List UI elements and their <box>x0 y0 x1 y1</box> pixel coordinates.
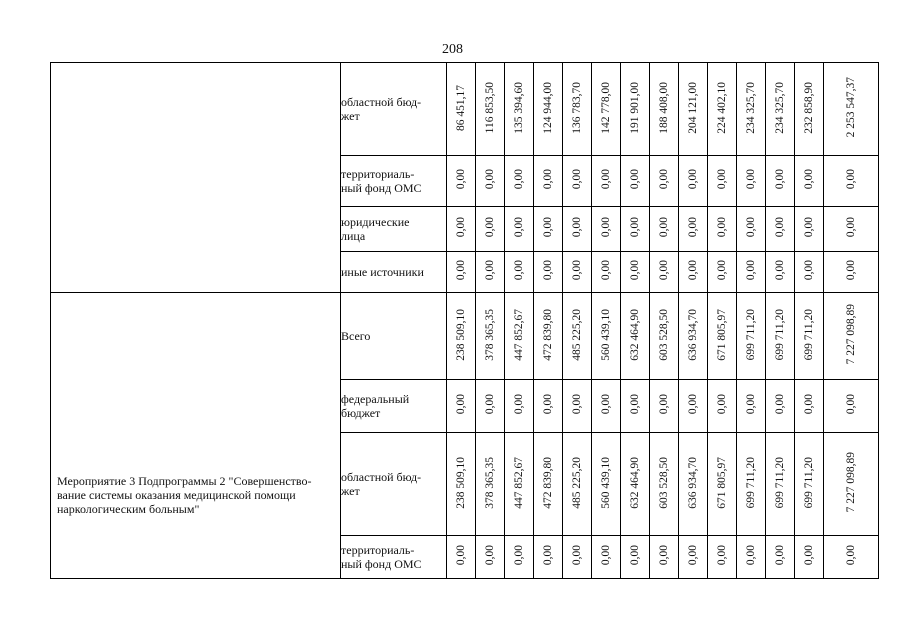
value-text: 0,00 <box>686 545 699 566</box>
year-value-cell <box>592 207 621 252</box>
value-text: 0,00 <box>483 545 496 566</box>
year-value-cell <box>795 252 824 293</box>
year-value-cell <box>795 380 824 433</box>
year-value-cell <box>708 433 737 536</box>
value-text: 0,00 <box>541 169 554 190</box>
year-value-cell <box>621 207 650 252</box>
value-text: 0,00 <box>541 260 554 281</box>
value-text: 124 944,00 <box>541 81 554 134</box>
year-value-cell <box>621 63 650 156</box>
year-value-cell <box>679 536 708 579</box>
value-text: 0,00 <box>744 169 757 190</box>
value-text: 0,00 <box>512 217 525 238</box>
value-text: 0,00 <box>773 394 786 415</box>
year-value-cell <box>650 536 679 579</box>
year-value-cell <box>621 252 650 293</box>
year-value-cell <box>592 252 621 293</box>
value-text: 447 852,67 <box>512 456 525 509</box>
value-text: 447 852,67 <box>512 308 525 361</box>
value-text: 699 711,20 <box>773 308 786 361</box>
year-value-cell <box>795 536 824 579</box>
value-text: 0,00 <box>686 217 699 238</box>
value-text: 86 451,17 <box>454 84 467 131</box>
year-value-cell <box>708 252 737 293</box>
year-value-cell <box>447 207 476 252</box>
year-value-cell <box>766 156 795 207</box>
value-text: 0,00 <box>512 394 525 415</box>
value-text: 0,00 <box>802 545 815 566</box>
year-value-cell <box>766 63 795 156</box>
value-text: 0,00 <box>844 260 857 281</box>
year-value-cell <box>476 433 505 536</box>
year-value-cell <box>505 252 534 293</box>
year-value-cell <box>447 252 476 293</box>
value-text: 0,00 <box>628 260 641 281</box>
value-text: 224 402,10 <box>715 81 728 134</box>
budget-table <box>50 62 879 579</box>
year-value-cell <box>621 380 650 433</box>
year-value-cell <box>534 433 563 536</box>
value-text: 0,00 <box>715 545 728 566</box>
value-text: 0,00 <box>657 169 670 190</box>
value-text: 0,00 <box>744 260 757 281</box>
funding-source-label: юридические лица <box>341 215 410 243</box>
year-value-cell <box>766 536 795 579</box>
value-text: 0,00 <box>599 217 612 238</box>
value-text: 699 711,20 <box>802 308 815 361</box>
year-value-cell <box>650 156 679 207</box>
funding-source-cell <box>341 156 447 207</box>
value-text: 485 225,20 <box>570 456 583 509</box>
year-value-cell <box>650 207 679 252</box>
value-text: 0,00 <box>570 217 583 238</box>
value-text: 0,00 <box>454 217 467 238</box>
value-text: 699 711,20 <box>802 456 815 509</box>
total-value-cell <box>824 380 879 433</box>
total-value-cell <box>824 207 879 252</box>
value-text: 0,00 <box>686 260 699 281</box>
value-text: 0,00 <box>483 217 496 238</box>
year-value-cell <box>650 380 679 433</box>
year-value-cell <box>563 252 592 293</box>
year-value-cell <box>766 293 795 380</box>
year-value-cell <box>447 433 476 536</box>
year-value-cell <box>737 536 766 579</box>
year-value-cell <box>795 63 824 156</box>
year-value-cell <box>708 63 737 156</box>
year-value-cell <box>534 156 563 207</box>
value-text: 7 227 098,89 <box>844 452 857 513</box>
value-text: 0,00 <box>628 394 641 415</box>
value-text: 0,00 <box>802 394 815 415</box>
value-text: 485 225,20 <box>570 308 583 361</box>
funding-source-cell <box>341 207 447 252</box>
value-text: 188 408,00 <box>657 81 670 134</box>
value-text: 0,00 <box>744 217 757 238</box>
value-text: 0,00 <box>715 394 728 415</box>
year-value-cell <box>592 293 621 380</box>
year-value-cell <box>592 156 621 207</box>
table-body <box>51 63 879 579</box>
funding-source-label: территориаль- ный фонд ОМС <box>341 543 422 571</box>
value-text: 0,00 <box>454 260 467 281</box>
year-value-cell <box>708 207 737 252</box>
year-value-cell <box>505 380 534 433</box>
table-row <box>51 63 879 156</box>
year-value-cell <box>621 536 650 579</box>
value-text: 603 528,50 <box>657 308 670 361</box>
year-value-cell <box>650 252 679 293</box>
year-value-cell <box>621 156 650 207</box>
year-value-cell <box>563 380 592 433</box>
value-text: 0,00 <box>512 169 525 190</box>
year-value-cell <box>708 293 737 380</box>
year-value-cell <box>476 63 505 156</box>
year-value-cell <box>447 293 476 380</box>
value-text: 191 901,00 <box>628 81 641 134</box>
value-text: 0,00 <box>844 169 857 190</box>
total-value-cell <box>824 536 879 579</box>
value-text: 0,00 <box>844 217 857 238</box>
year-value-cell <box>563 207 592 252</box>
value-text: 0,00 <box>844 394 857 415</box>
year-value-cell <box>766 380 795 433</box>
value-text: 116 853,50 <box>483 81 496 134</box>
value-text: 135 394,60 <box>512 81 525 134</box>
total-value-cell <box>824 433 879 536</box>
year-value-cell <box>563 293 592 380</box>
year-value-cell <box>505 293 534 380</box>
year-value-cell <box>737 433 766 536</box>
value-text: 636 934,70 <box>686 308 699 361</box>
funding-source-label: территориаль- ный фонд ОМС <box>341 167 422 195</box>
year-value-cell <box>621 433 650 536</box>
value-text: 0,00 <box>512 260 525 281</box>
value-text: 234 325,70 <box>744 81 757 134</box>
value-text: 2 253 547,37 <box>844 77 857 138</box>
year-value-cell <box>766 207 795 252</box>
funding-source-label: Всего <box>341 329 371 343</box>
year-value-cell <box>505 207 534 252</box>
value-text: 0,00 <box>570 260 583 281</box>
value-text: 0,00 <box>657 260 670 281</box>
year-value-cell <box>679 252 708 293</box>
value-text: 0,00 <box>657 394 670 415</box>
value-text: 238 509,10 <box>454 308 467 361</box>
value-text: 0,00 <box>773 169 786 190</box>
value-text: 0,00 <box>802 217 815 238</box>
funding-source-cell <box>341 380 447 433</box>
value-text: 0,00 <box>454 169 467 190</box>
value-text: 0,00 <box>599 260 612 281</box>
year-value-cell <box>592 63 621 156</box>
year-value-cell <box>679 207 708 252</box>
funding-source-label: иные источники <box>341 265 424 279</box>
event-cell <box>51 293 341 579</box>
year-value-cell <box>505 156 534 207</box>
value-text: 0,00 <box>483 169 496 190</box>
value-text: 0,00 <box>570 169 583 190</box>
year-value-cell <box>476 293 505 380</box>
value-text: 0,00 <box>744 545 757 566</box>
value-text: 0,00 <box>773 545 786 566</box>
value-text: 0,00 <box>483 260 496 281</box>
value-text: 632 464,90 <box>628 456 641 509</box>
total-value-cell <box>824 63 879 156</box>
year-value-cell <box>795 207 824 252</box>
value-text: 0,00 <box>773 217 786 238</box>
value-text: 0,00 <box>628 217 641 238</box>
year-value-cell <box>737 156 766 207</box>
value-text: 671 805,97 <box>715 456 728 509</box>
value-text: 0,00 <box>541 217 554 238</box>
year-value-cell <box>621 293 650 380</box>
year-value-cell <box>534 252 563 293</box>
year-value-cell <box>447 63 476 156</box>
value-text: 238 509,10 <box>454 456 467 509</box>
value-text: 699 711,20 <box>744 456 757 509</box>
year-value-cell <box>476 380 505 433</box>
year-value-cell <box>708 156 737 207</box>
value-text: 232 858,90 <box>802 81 815 134</box>
year-value-cell <box>766 252 795 293</box>
table-row <box>51 293 879 380</box>
year-value-cell <box>505 433 534 536</box>
year-value-cell <box>534 536 563 579</box>
year-value-cell <box>505 63 534 156</box>
value-text: 0,00 <box>657 217 670 238</box>
value-text: 636 934,70 <box>686 456 699 509</box>
year-value-cell <box>447 380 476 433</box>
value-text: 0,00 <box>802 169 815 190</box>
value-text: 0,00 <box>628 169 641 190</box>
funding-source-label: областной бюд- жет <box>341 95 422 123</box>
year-value-cell <box>679 380 708 433</box>
year-value-cell <box>563 63 592 156</box>
year-value-cell <box>447 156 476 207</box>
value-text: 0,00 <box>686 169 699 190</box>
year-value-cell <box>476 536 505 579</box>
value-text: 0,00 <box>744 394 757 415</box>
year-value-cell <box>679 293 708 380</box>
value-text: 0,00 <box>512 545 525 566</box>
year-value-cell <box>476 156 505 207</box>
year-value-cell <box>650 433 679 536</box>
year-value-cell <box>534 207 563 252</box>
value-text: 234 325,70 <box>773 81 786 134</box>
funding-source-cell <box>341 63 447 156</box>
total-value-cell <box>824 156 879 207</box>
event-title: Мероприятие 3 Подпрограммы 2 "Совершенство- вание системы оказания медицинской помощи наркологическим больным" <box>57 473 312 516</box>
year-value-cell <box>534 380 563 433</box>
year-value-cell <box>737 380 766 433</box>
value-text: 560 439,10 <box>599 456 612 509</box>
value-text: 7 227 098,89 <box>844 304 857 365</box>
value-text: 0,00 <box>802 260 815 281</box>
year-value-cell <box>679 63 708 156</box>
value-text: 0,00 <box>570 545 583 566</box>
year-value-cell <box>766 433 795 536</box>
year-value-cell <box>476 252 505 293</box>
year-value-cell <box>708 380 737 433</box>
value-text: 0,00 <box>599 545 612 566</box>
year-value-cell <box>737 63 766 156</box>
value-text: 142 778,00 <box>599 81 612 134</box>
value-text: 0,00 <box>657 545 670 566</box>
value-text: 0,00 <box>773 260 786 281</box>
year-value-cell <box>592 536 621 579</box>
year-value-cell <box>679 433 708 536</box>
value-text: 0,00 <box>599 169 612 190</box>
value-text: 560 439,10 <box>599 308 612 361</box>
page-number: 208 <box>442 42 463 57</box>
value-text: 0,00 <box>483 394 496 415</box>
year-value-cell <box>505 536 534 579</box>
year-value-cell <box>708 536 737 579</box>
year-value-cell <box>534 63 563 156</box>
year-value-cell <box>563 433 592 536</box>
funding-source-label: областной бюд- жет <box>341 470 422 498</box>
funding-source-cell <box>341 433 447 536</box>
year-value-cell <box>737 207 766 252</box>
value-text: 699 711,20 <box>773 456 786 509</box>
value-text: 671 805,97 <box>715 308 728 361</box>
funding-source-cell <box>341 536 447 579</box>
value-text: 0,00 <box>541 545 554 566</box>
year-value-cell <box>476 207 505 252</box>
value-text: 472 839,80 <box>541 308 554 361</box>
value-text: 0,00 <box>715 169 728 190</box>
value-text: 136 783,70 <box>570 81 583 134</box>
year-value-cell <box>534 293 563 380</box>
value-text: 603 528,50 <box>657 456 670 509</box>
year-value-cell <box>563 156 592 207</box>
year-value-cell <box>737 293 766 380</box>
year-value-cell <box>737 252 766 293</box>
year-value-cell <box>447 536 476 579</box>
year-value-cell <box>650 293 679 380</box>
year-value-cell <box>592 380 621 433</box>
value-text: 0,00 <box>454 545 467 566</box>
funding-source-cell <box>341 252 447 293</box>
value-text: 0,00 <box>715 217 728 238</box>
value-text: 699 711,20 <box>744 308 757 361</box>
value-text: 204 121,00 <box>686 81 699 134</box>
value-text: 632 464,90 <box>628 308 641 361</box>
value-text: 0,00 <box>715 260 728 281</box>
value-text: 0,00 <box>570 394 583 415</box>
value-text: 378 365,35 <box>483 308 496 361</box>
year-value-cell <box>650 63 679 156</box>
value-text: 378 365,35 <box>483 456 496 509</box>
total-value-cell <box>824 293 879 380</box>
value-text: 472 839,80 <box>541 456 554 509</box>
event-cell <box>51 63 341 293</box>
year-value-cell <box>795 293 824 380</box>
value-text: 0,00 <box>599 394 612 415</box>
value-text: 0,00 <box>686 394 699 415</box>
value-text: 0,00 <box>454 394 467 415</box>
value-text: 0,00 <box>844 545 857 566</box>
year-value-cell <box>592 433 621 536</box>
value-text: 0,00 <box>541 394 554 415</box>
value-text: 0,00 <box>628 545 641 566</box>
year-value-cell <box>795 156 824 207</box>
year-value-cell <box>679 156 708 207</box>
total-value-cell <box>824 252 879 293</box>
year-value-cell <box>563 536 592 579</box>
funding-source-cell <box>341 293 447 380</box>
funding-source-label: федеральный бюджет <box>341 392 410 420</box>
year-value-cell <box>795 433 824 536</box>
